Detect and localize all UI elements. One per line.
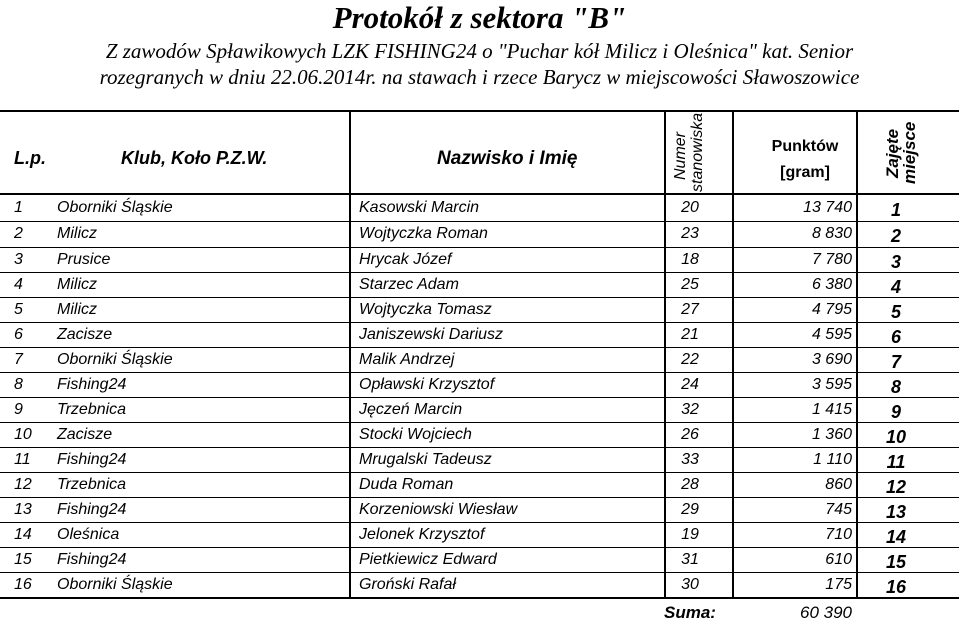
- cell-name: Korzeniowski Wiesław: [359, 501, 518, 518]
- table-row: [0, 248, 959, 273]
- cell-name: Mrugalski Tadeusz: [359, 451, 492, 468]
- cell-lp: 5: [14, 301, 23, 318]
- cell-name: Stocki Wojciech: [359, 426, 472, 443]
- cell-place: 4: [890, 277, 901, 297]
- column-header-name: Nazwisko i Imię: [437, 148, 578, 169]
- column-header-points: [756, 134, 854, 186]
- cell-place: 16: [885, 577, 907, 597]
- cell-station: 32: [681, 401, 699, 418]
- cell-lp: 16: [14, 576, 32, 593]
- table-row: [0, 448, 959, 473]
- cell-lp: 7: [14, 351, 23, 368]
- cell-lp: 2: [14, 225, 23, 242]
- cell-club: Fishing24: [57, 551, 127, 568]
- cell-lp: 11: [14, 451, 31, 468]
- cell-name: Starzec Adam: [359, 276, 459, 293]
- cell-name: Opławski Krzysztof: [359, 376, 495, 393]
- cell-points: 745: [825, 501, 852, 518]
- column-header-club: Klub, Koło P.Z.W.: [121, 148, 268, 168]
- cell-place: 5: [890, 302, 901, 322]
- cell-station: 29: [681, 501, 699, 518]
- cell-station: 28: [681, 476, 699, 493]
- cell-points: 1 415: [811, 401, 852, 418]
- table-row: [0, 473, 959, 498]
- page-subtitle-line1: Z zawodów Spławikowych LZK FISHING24 o "Puchar kół Milicz i Oleśnica" kat. Senior: [105, 39, 854, 63]
- cell-station: 20: [681, 199, 699, 216]
- column-header-lp: L.p.: [14, 148, 46, 168]
- table-row: [0, 323, 959, 348]
- cell-place: 1: [890, 200, 901, 220]
- cell-club: Milicz: [57, 276, 97, 293]
- cell-points: 7 780: [811, 251, 852, 268]
- cell-station: 27: [681, 301, 699, 318]
- cell-place: 13: [885, 502, 907, 522]
- column-header-points-line2: [gram]: [780, 164, 830, 181]
- cell-club: Fishing24: [57, 451, 127, 468]
- cell-name: Hrycak Józef: [359, 251, 452, 268]
- cell-station: 19: [681, 526, 699, 543]
- cell-points: 860: [825, 476, 852, 493]
- table-row: [0, 222, 959, 247]
- cell-place: 7: [890, 352, 901, 372]
- cell-lp: 1: [14, 199, 23, 216]
- cell-station: 23: [681, 225, 699, 242]
- cell-name: Kasowski Marcin: [359, 199, 480, 216]
- cell-place: 12: [885, 477, 907, 497]
- cell-club: Oleśnica: [57, 526, 120, 543]
- cell-place: 11: [886, 452, 906, 472]
- column-header-points-line1: Punktów: [771, 138, 839, 155]
- cell-points: 610: [825, 551, 852, 568]
- cell-name: Jelonek Krzysztof: [359, 526, 485, 543]
- cell-station: 22: [681, 351, 699, 368]
- cell-points: 3 690: [811, 351, 852, 368]
- cell-points: 175: [825, 576, 852, 593]
- cell-club: Oborniki Śląskie: [57, 199, 173, 216]
- table-row: [0, 398, 959, 423]
- column-header-place: Zajęte miejsce: [883, 121, 919, 185]
- cell-club: Oborniki Śląskie: [57, 576, 173, 593]
- sum-value: 60 390: [800, 603, 852, 622]
- cell-place: 2: [890, 226, 901, 246]
- cell-club: Zacisze: [57, 326, 113, 343]
- page-title: Protokół z sektora "B": [332, 0, 627, 35]
- cell-club: Milicz: [57, 225, 97, 242]
- cell-station: 33: [681, 451, 699, 468]
- cell-points: 4 595: [811, 326, 852, 343]
- table-row: [0, 523, 959, 548]
- cell-lp: 4: [14, 276, 23, 293]
- cell-club: Trzebnica: [57, 476, 127, 493]
- table-row: [0, 498, 959, 523]
- cell-points: 6 380: [811, 276, 852, 293]
- cell-lp: 6: [14, 326, 23, 343]
- cell-lp: 10: [14, 426, 32, 443]
- column-header-station: Numer stanowiska: [672, 112, 706, 192]
- cell-points: 4 795: [811, 301, 852, 318]
- cell-club: Fishing24: [57, 501, 127, 518]
- cell-place: 8: [890, 377, 901, 397]
- cell-lp: 3: [14, 251, 23, 268]
- cell-station: 18: [681, 251, 699, 268]
- cell-points: 3 595: [811, 376, 852, 393]
- cell-place: 14: [885, 527, 907, 547]
- cell-place: 3: [890, 252, 901, 272]
- cell-lp: 12: [14, 476, 32, 493]
- table-row: [0, 298, 959, 323]
- table-row: [0, 423, 959, 448]
- cell-station: 31: [681, 551, 699, 568]
- cell-place: 15: [885, 552, 907, 572]
- cell-name: Malik Andrzej: [359, 351, 455, 368]
- cell-lp: 14: [14, 526, 32, 543]
- table-header-border: [0, 193, 959, 195]
- table-top-border: [0, 110, 959, 112]
- cell-station: 24: [681, 376, 699, 393]
- cell-club: Zacisze: [57, 426, 113, 443]
- table-row: [0, 348, 959, 373]
- cell-name: Groński Rafał: [359, 576, 456, 593]
- cell-lp: 15: [14, 551, 32, 568]
- cell-points: 8 830: [811, 225, 852, 242]
- cell-points: 1 360: [811, 426, 852, 443]
- cell-points: 13 740: [803, 199, 852, 216]
- cell-name: Pietkiewicz Edward: [359, 551, 497, 568]
- cell-club: Trzebnica: [57, 401, 127, 418]
- table-row: [0, 373, 959, 398]
- page-subtitle-line2: rozegranych w dniu 22.06.2014r. na stawach i rzece Barycz w miejscowości Sławoszowice: [99, 65, 860, 89]
- cell-club: Prusice: [57, 251, 111, 268]
- cell-club: Oborniki Śląskie: [57, 351, 173, 368]
- cell-lp: 8: [14, 376, 23, 393]
- cell-station: 26: [681, 426, 699, 443]
- cell-place: 10: [885, 427, 907, 447]
- cell-lp: 9: [14, 401, 23, 418]
- cell-station: 25: [681, 276, 699, 293]
- table-row: [0, 573, 959, 598]
- cell-place: 6: [890, 327, 901, 347]
- cell-place: 9: [890, 402, 901, 422]
- cell-club: Milicz: [57, 301, 97, 318]
- cell-station: 21: [681, 326, 699, 343]
- cell-name: Jęczeń Marcin: [359, 401, 463, 418]
- cell-name: Wojtyczka Tomasz: [359, 301, 492, 318]
- cell-name: Duda Roman: [359, 476, 454, 493]
- cell-club: Fishing24: [57, 376, 127, 393]
- cell-name: Wojtyczka Roman: [359, 225, 488, 242]
- table-row: [0, 196, 959, 221]
- cell-points: 1 110: [813, 451, 852, 468]
- cell-points: 710: [825, 526, 852, 543]
- cell-station: 30: [681, 576, 699, 593]
- cell-name: Janiszewski Dariusz: [359, 326, 504, 343]
- table-bottom-border: [0, 597, 959, 599]
- sum-label: Suma:: [664, 603, 716, 622]
- table-row: [0, 548, 959, 573]
- cell-lp: 13: [14, 501, 32, 518]
- table-row: [0, 273, 959, 298]
